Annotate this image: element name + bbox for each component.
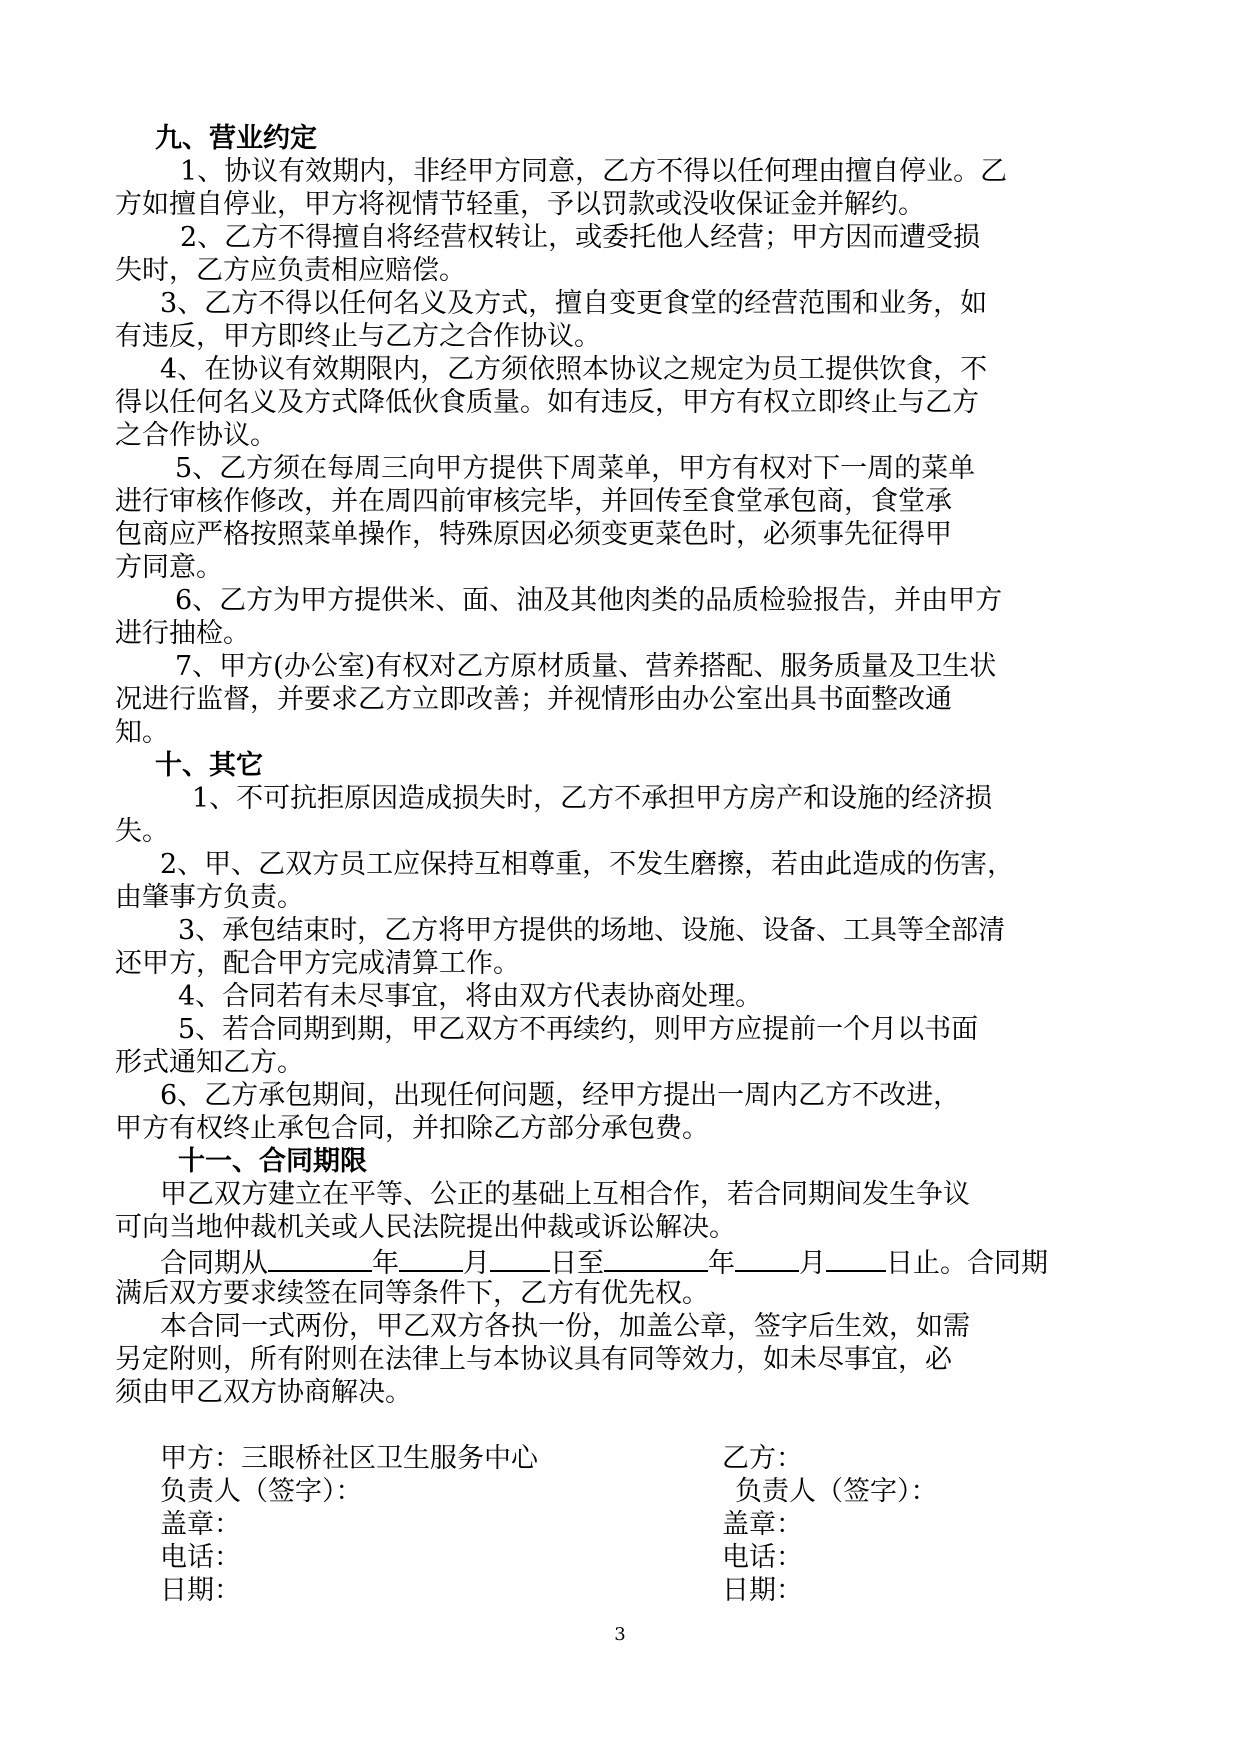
paragraph-line: 3、承包结束时，乙方将甲方提供的场地、设施、设备、工具等全部清 bbox=[178, 915, 1006, 946]
party-a-seal: 盖章： bbox=[160, 1509, 241, 1540]
party-a-date: 日期： bbox=[160, 1575, 241, 1606]
paragraph-line: 5、乙方须在每周三向甲方提供下周菜单，甲方有权对下一周的菜单 bbox=[175, 453, 976, 484]
paragraph-line: 包商应严格按照菜单操作，特殊原因必须变更菜色时，必须事先征得甲 bbox=[115, 519, 952, 550]
section-heading-9: 九、营业约定 bbox=[155, 123, 317, 154]
paragraph-line: 方如擅自停业，甲方将视情节轻重，予以罚款或没收保证金并解约。 bbox=[115, 189, 925, 220]
paragraph-line: 2、甲、乙双方员工应保持互相尊重，不发生磨擦，若由此造成的伤害， bbox=[160, 849, 1015, 880]
paragraph-line: 2、乙方不得擅自将经营权转让，或委托他人经营；甲方因而遭受损 bbox=[180, 222, 981, 253]
term-day-to-label: 日至 bbox=[550, 1248, 604, 1279]
term-end-label: 日止。合同期 bbox=[886, 1248, 1048, 1279]
month-end-blank[interactable] bbox=[735, 1244, 799, 1272]
paragraph-line: 5、若合同期到期，甲乙双方不再续约，则甲方应提前一个月以书面 bbox=[178, 1014, 979, 1045]
term-month-label: 月 bbox=[463, 1248, 490, 1279]
paragraph-line: 进行抽检。 bbox=[115, 618, 250, 649]
paragraph-line: 况进行监督，并要求乙方立即改善；并视情形由办公室出具书面整改通 bbox=[115, 684, 952, 715]
paragraph-line: 还甲方，配合甲方完成清算工作。 bbox=[115, 948, 520, 979]
paragraph-line: 知。 bbox=[115, 717, 169, 748]
paragraph-line: 本合同一式两份，甲乙双方各执一份，加盖公章，签字后生效，如需 bbox=[160, 1311, 970, 1342]
paragraph-line: 1、不可抗拒原因造成损失时，乙方不承担甲方房产和设施的经济损 bbox=[192, 783, 993, 814]
party-b-date: 日期： bbox=[722, 1575, 803, 1606]
day-start-blank[interactable] bbox=[490, 1244, 550, 1272]
paragraph-line: 6、乙方为甲方提供米、面、油及其他肉类的品质检验报告，并由甲方 bbox=[175, 585, 1003, 616]
paragraph-line: 得以任何名义及方式降低伙食质量。如有违反，甲方有权立即终止与乙方 bbox=[115, 387, 979, 418]
term-year-label: 年 bbox=[372, 1248, 399, 1279]
page-number: 3 bbox=[614, 1624, 626, 1645]
month-start-blank[interactable] bbox=[399, 1244, 463, 1272]
paragraph-line: 甲方有权终止承包合同，并扣除乙方部分承包费。 bbox=[115, 1113, 709, 1144]
paragraph-line: 之合作协议。 bbox=[115, 420, 277, 451]
year-start-blank[interactable] bbox=[268, 1244, 372, 1272]
party-b-phone: 电话： bbox=[722, 1542, 803, 1573]
contract-term-line bbox=[160, 1244, 1048, 1278]
paragraph-line: 4、在协议有效期限内，乙方须依照本协议之规定为员工提供饮食，不 bbox=[160, 354, 988, 385]
section-heading-11: 十一、合同期限 bbox=[178, 1146, 367, 1177]
section-heading-10: 十、其它 bbox=[155, 750, 263, 781]
paragraph-line: 由肇事方负责。 bbox=[115, 882, 304, 913]
party-b-responsible: 负责人（签字）： bbox=[735, 1476, 938, 1507]
party-a-phone: 电话： bbox=[160, 1542, 241, 1573]
paragraph-line: 失时，乙方应负责相应赔偿。 bbox=[115, 255, 466, 286]
paragraph-line: 1、协议有效期内，非经甲方同意，乙方不得以任何理由擅自停业。乙 bbox=[180, 156, 1008, 187]
paragraph-line: 7、甲方(办公室)有权对乙方原材质量、营养搭配、服务质量及卫生状 bbox=[175, 651, 997, 682]
day-end-blank[interactable] bbox=[826, 1244, 886, 1272]
paragraph-line: 方同意。 bbox=[115, 552, 223, 583]
party-b-seal: 盖章： bbox=[722, 1509, 803, 1540]
term-prefix: 合同期从 bbox=[160, 1248, 268, 1279]
paragraph-line: 另定附则，所有附则在法律上与本协议具有同等效力，如未尽事宜，必 bbox=[115, 1344, 952, 1375]
paragraph-line: 须由甲乙双方协商解决。 bbox=[115, 1377, 412, 1408]
paragraph-line: 满后双方要求续签在同等条件下，乙方有优先权。 bbox=[115, 1278, 709, 1309]
paragraph-line: 可向当地仲裁机关或人民法院提出仲裁或诉讼解决。 bbox=[115, 1212, 736, 1243]
paragraph-line: 4、合同若有未尽事宜，将由双方代表协商处理。 bbox=[178, 981, 763, 1012]
paragraph-line: 3、乙方不得以任何名义及方式，擅自变更食堂的经营范围和业务，如 bbox=[160, 288, 988, 319]
paragraph-line: 失。 bbox=[115, 816, 169, 847]
party-a-name: 甲方：三眼桥社区卫生服务中心 bbox=[160, 1443, 538, 1474]
paragraph-line: 6、乙方承包期间，出现任何问题，经甲方提出一周内乙方不改进， bbox=[160, 1080, 961, 1111]
paragraph-line: 进行审核作修改，并在周四前审核完毕，并回传至食堂承包商，食堂承 bbox=[115, 486, 952, 517]
party-a-responsible: 负责人（签字）： bbox=[160, 1476, 363, 1507]
paragraph-line: 甲乙双方建立在平等、公正的基础上互相合作，若合同期间发生争议 bbox=[160, 1179, 970, 1210]
term-month-label: 月 bbox=[799, 1248, 826, 1279]
paragraph-line: 形式通知乙方。 bbox=[115, 1047, 304, 1078]
term-year-label: 年 bbox=[708, 1248, 735, 1279]
year-end-blank[interactable] bbox=[604, 1244, 708, 1272]
party-b-name: 乙方： bbox=[722, 1443, 803, 1474]
paragraph-line: 有违反，甲方即终止与乙方之合作协议。 bbox=[115, 321, 601, 352]
